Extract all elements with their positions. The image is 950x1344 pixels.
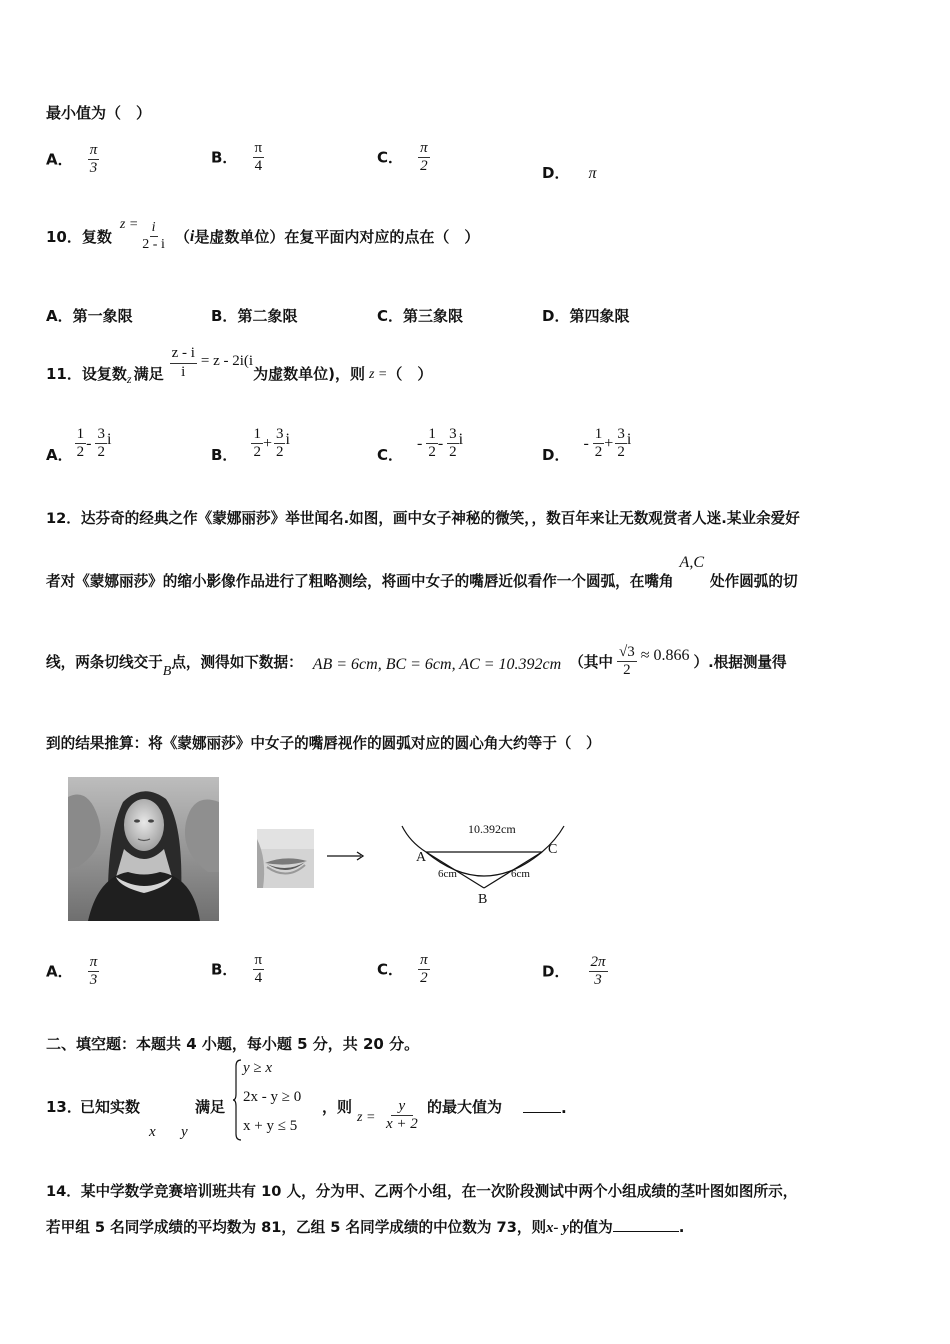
- measurement-data: AB = 6cm, BC = 6cm, AC = 10.392cm: [312, 655, 562, 673]
- option-label: A．: [46, 446, 73, 464]
- q13-prefix: 已知实数: [80, 1098, 141, 1116]
- question-11: [46, 338, 432, 388]
- q13-fraction: [384, 1098, 420, 1134]
- q9-option-b[interactable]: [211, 140, 264, 176]
- z-equals: z =: [368, 367, 388, 382]
- option-label: D．: [542, 446, 570, 464]
- q13-number: 13．: [46, 1098, 82, 1116]
- fraction: $\frac{2\pi}{3}$: [590, 954, 606, 989]
- fraction: $\frac{1}{2}$: [594, 425, 603, 460]
- q12-option-c[interactable]: [377, 952, 430, 988]
- answer-blank[interactable]: [613, 1217, 679, 1232]
- text: 若甲组 5 名同学成绩的平均数为 81，乙组 5 名同学成绩的中位数为 73，则: [46, 1219, 547, 1236]
- fraction: $\frac{1}{2}$: [253, 425, 261, 460]
- equation-rest: = z - 2i(i: [200, 352, 254, 369]
- option-label: B．: [211, 446, 238, 464]
- fraction: $\frac{1}{2}$: [428, 425, 436, 460]
- constraint-2: 2x - y ≥ 0: [243, 1089, 302, 1105]
- text: 的值为: [568, 1219, 613, 1236]
- constraint-1: y ≥ x: [243, 1060, 273, 1076]
- q14-line-1: 14．某中学数学竞赛培训班共有 10 人，分为甲、乙两个小组，在一次阶段测试中两个小组成绩的茎叶图如图所示，: [46, 1183, 798, 1200]
- z-equals: z =: [119, 216, 139, 232]
- fraction: $\frac{\pi}{3}$: [89, 954, 98, 989]
- fraction: $\frac{3}{2}$: [617, 425, 625, 460]
- text: 者对《蒙娜丽莎》的缩小影像作品进行了粗略测绘，将画中女子的嘴唇近似看作一个圆弧，在嘴角: [46, 573, 674, 590]
- satisfy-text: 满足: [133, 364, 164, 383]
- q13-answer-blank[interactable]: [523, 1096, 567, 1117]
- point-a-label: A: [416, 850, 427, 865]
- operator: -: [86, 434, 92, 452]
- imag-unit: i: [106, 430, 112, 448]
- q9-option-a[interactable]: [46, 142, 99, 178]
- period: .: [678, 1218, 685, 1236]
- z-variable: z: [126, 371, 132, 386]
- q13-satisfy: 满足: [195, 1098, 226, 1116]
- option-label: C．: [377, 446, 404, 464]
- paren-open: （: [174, 228, 190, 247]
- question-prefix: 复数: [81, 228, 112, 247]
- q12-option-d[interactable]: [542, 954, 608, 990]
- option-label: B．: [211, 148, 238, 167]
- text: （其中: [569, 654, 613, 672]
- fraction: $\frac{3}{2}$: [449, 425, 457, 460]
- q12-line-1: 12．达芬奇的经典之作《蒙娜丽莎》举世闻名.如图，画中女子神秘的微笑，，数百年来让无数观赏者人迷.某业余爱好: [46, 510, 800, 527]
- option-label: C．: [377, 960, 404, 979]
- imag-unit: i: [189, 227, 195, 245]
- q9-tail-text: 最小值为（ ）: [46, 104, 152, 122]
- q12-line-2: [46, 552, 798, 590]
- question-number: 10．: [46, 228, 82, 247]
- bc-length-label: 6cm: [511, 868, 530, 880]
- operator: +: [604, 434, 614, 452]
- q10-option-c[interactable]: C．第三象限: [377, 307, 464, 325]
- period: .: [561, 1099, 567, 1117]
- q11-option-a[interactable]: [46, 422, 111, 465]
- sign: -: [583, 434, 589, 452]
- question-10: [46, 216, 480, 253]
- q10-option-a[interactable]: A．第一象限: [46, 307, 133, 325]
- text: 线，两条切线交于: [46, 654, 163, 672]
- answer-blank[interactable]: [523, 1096, 561, 1113]
- operator: +: [262, 434, 272, 452]
- operator: -: [437, 434, 444, 452]
- question-number: 11．: [46, 364, 82, 383]
- q13-then: ，则: [322, 1098, 353, 1116]
- q9-option-c[interactable]: [377, 140, 430, 176]
- fraction: $\frac{i}{2 - i}$: [142, 220, 165, 253]
- question-prefix: 设复数: [81, 364, 127, 383]
- point-b-label: B: [478, 892, 488, 907]
- imag-unit: i: [285, 430, 290, 448]
- q14-line-2: [46, 1216, 684, 1237]
- x-minus-y: x- y: [546, 1220, 569, 1236]
- right-arrow-icon: [325, 848, 367, 864]
- q13-suffix: 的最大值为: [427, 1098, 503, 1116]
- fraction: $\frac{3}{2}$: [97, 425, 105, 460]
- option-label: C．: [377, 148, 404, 167]
- q10-option-d[interactable]: D．第四象限: [542, 307, 630, 325]
- q11-option-c[interactable]: [377, 422, 463, 465]
- text: 点，测得如下数据：: [171, 654, 303, 672]
- point-b: B: [162, 663, 172, 679]
- left-brace-icon: [232, 1058, 242, 1142]
- imag-unit: i: [626, 430, 632, 448]
- q12-option-a[interactable]: [46, 954, 99, 990]
- fraction: $\frac{\pi}{2}$: [420, 952, 428, 987]
- sign: -: [417, 434, 423, 452]
- constraint-3: x + y ≤ 5: [243, 1118, 298, 1134]
- mona-lisa-image: [68, 777, 219, 921]
- q11-option-b[interactable]: [211, 422, 290, 465]
- option-label: B．: [211, 960, 238, 979]
- option-label: D．: [542, 164, 570, 182]
- q12-line-3: [46, 644, 787, 680]
- imag-unit: i: [458, 430, 464, 448]
- sqrt3-over-2: $\frac{√3}{2}$: [619, 644, 635, 679]
- fraction: $\frac{\pi}{4}$: [254, 140, 263, 175]
- q12-line-4: 到的结果推算：将《蒙娜丽莎》中女子的嘴唇视作的圆弧对应的圆心角大约等于（ ）: [46, 735, 601, 752]
- q9-option-d[interactable]: [542, 162, 597, 183]
- ab-length-label: 6cm: [438, 868, 457, 880]
- z-equals: z =: [357, 1110, 376, 1125]
- point-c-label: C: [548, 842, 558, 857]
- q12-option-b[interactable]: [211, 952, 264, 988]
- points-ac: A,C: [679, 553, 704, 571]
- fraction: $\frac{1}{2}$: [76, 425, 85, 460]
- option-label: A．: [46, 150, 73, 169]
- fraction: $\frac{z - i}{i}$: [171, 345, 195, 380]
- lip-geometry-diagram: [398, 820, 570, 912]
- question-suffix: 为虚数单位)，则: [253, 364, 365, 383]
- var-y: y: [181, 1124, 188, 1140]
- section-heading: 二、填空题：本题共 4 小题，每小题 5 分，共 20 分。: [46, 1035, 420, 1053]
- q10-option-b[interactable]: B．第二象限: [211, 307, 298, 325]
- fraction: $\frac{\pi}{3}$: [89, 142, 98, 177]
- fraction: $\frac{\pi}{4}$: [254, 952, 263, 987]
- ac-length-label: 10.392cm: [468, 822, 516, 836]
- approx-value: ≈ 0.866: [640, 646, 690, 664]
- question-rest: 是虚数单位）在复平面内对应的点在（ ）: [194, 228, 480, 247]
- answer-paren: （ ）: [387, 364, 433, 383]
- option-label: A．: [46, 962, 73, 981]
- text: 处作圆弧的切: [710, 573, 798, 590]
- option-value: π: [588, 165, 597, 182]
- text: ）.根据测量得: [693, 654, 787, 672]
- var-x: x: [149, 1124, 156, 1140]
- fraction: $\frac{3}{2}$: [275, 425, 284, 460]
- option-label: D．: [542, 962, 570, 981]
- q11-option-d[interactable]: [542, 422, 631, 465]
- lips-closeup-image: [257, 829, 314, 888]
- fraction: $\frac{y}{x + 2}$: [386, 1098, 418, 1133]
- fraction: $\frac{\pi}{2}$: [420, 140, 428, 175]
